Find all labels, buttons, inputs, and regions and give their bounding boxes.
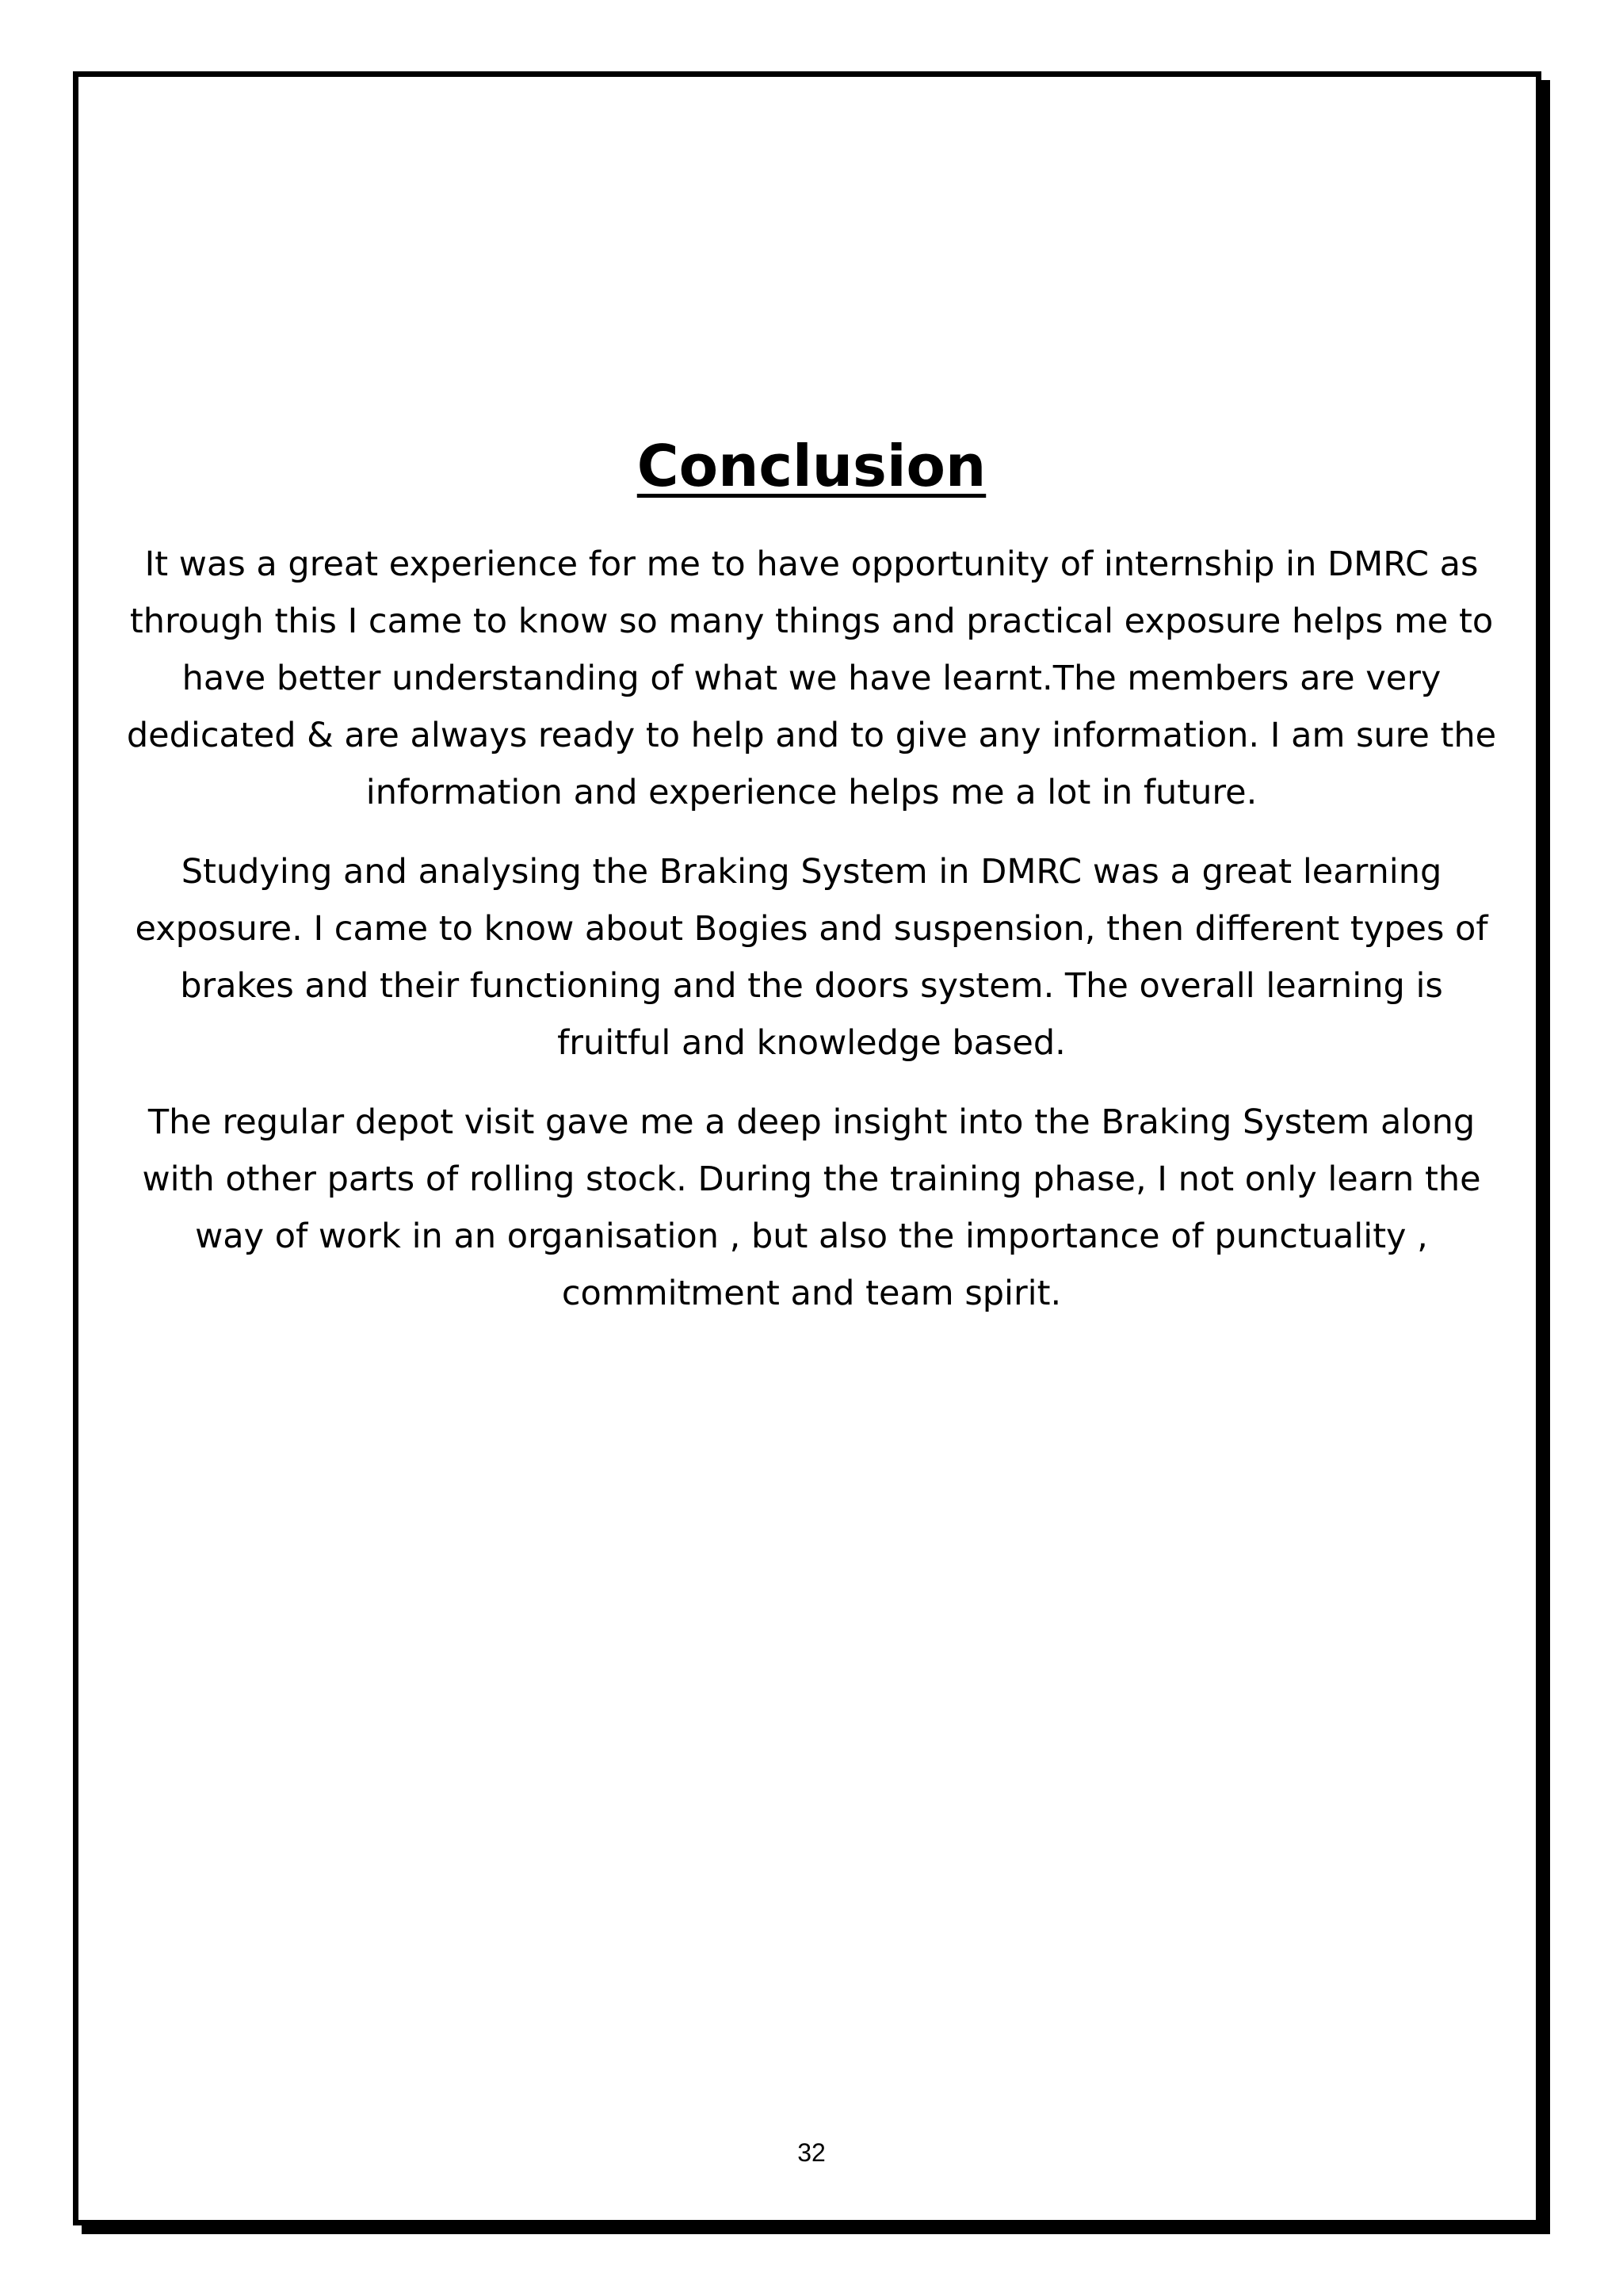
paragraph-3: [101, 1094, 1522, 1322]
paragraph-line: way of work in an organisation , but also the importance of punctuality ,: [195, 1217, 1428, 1256]
paragraph-line: Studying and analysing the Braking System in DMRC was a great learning: [181, 852, 1442, 892]
paragraph-line: It was a great experience for me to have opportunity of internship in DMRC as: [144, 544, 1479, 584]
page-title-text: Conclusion: [636, 433, 987, 499]
paragraph-line: information and experience helps me a lot in future.: [365, 773, 1258, 812]
paragraph-line: through this I came to know so many things and practical exposure helps me to: [129, 602, 1494, 641]
document-body: [101, 536, 1522, 1344]
paragraph-2: [101, 843, 1522, 1072]
paragraph-line: commitment and team spirit.: [561, 1274, 1062, 1313]
paragraph-line: brakes and their functioning and the doors system. The overall learning is: [180, 966, 1443, 1006]
paragraph-1: [101, 536, 1522, 821]
paragraph-line: The regular depot visit gave me a deep insight into the Braking System along: [147, 1102, 1476, 1142]
paragraph-line: with other parts of rolling stock. During the training phase, I not only learn the: [142, 1159, 1481, 1199]
page-title: [0, 426, 1623, 506]
paragraph-line: dedicated & are always ready to help and to give any information. I am sure the: [126, 716, 1497, 755]
page-number: 32: [797, 2138, 826, 2167]
paragraph-line: exposure. I came to know about Bogies and suspension, then different types of: [135, 909, 1488, 949]
paragraph-line: have better understanding of what we have learnt.The members are very: [181, 659, 1442, 698]
paragraph-line: fruitful and knowledge based.: [557, 1023, 1066, 1063]
